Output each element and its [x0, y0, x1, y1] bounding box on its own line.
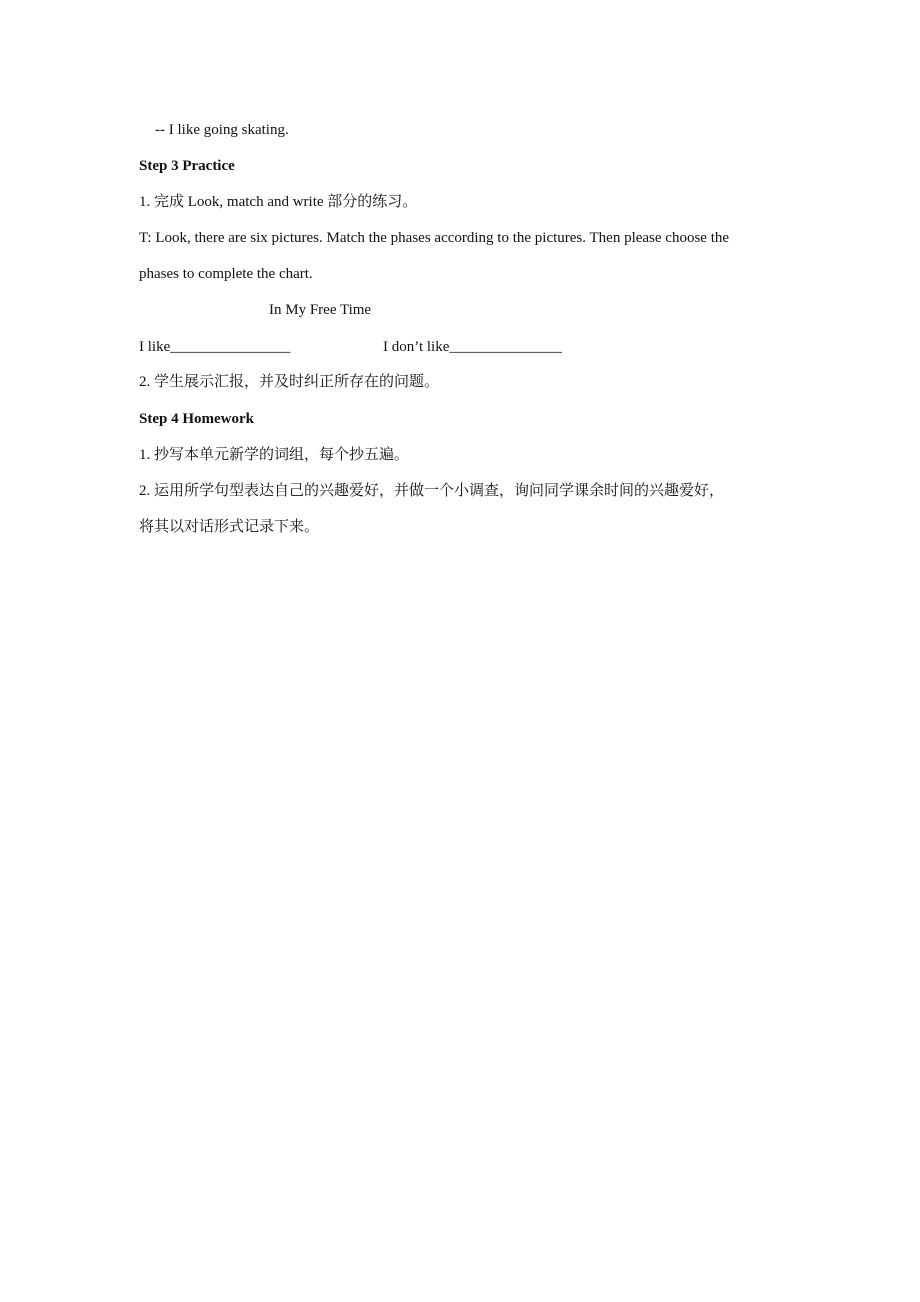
step3-item-2: 2. 学生展示汇报，并及时纠正所存在的问题。	[139, 374, 440, 390]
chart-like-blank: I like________________	[139, 339, 291, 355]
step3-item-1: 1. 完成 Look, match and write 部分的练习。	[139, 194, 418, 210]
teacher-instruction-line-1: T: Look, there are six pictures. Match the phases according to the pictures. Then please choose the	[139, 230, 730, 246]
teacher-instruction-line-2: phases to complete the chart.	[139, 266, 313, 282]
step3-heading: Step 3 Practice	[139, 158, 235, 174]
dialogue-answer: -- I like going skating.	[155, 122, 289, 138]
chart-title: In My Free Time	[269, 302, 372, 318]
step4-item-2-line-2: 将其以对话形式记录下来。	[139, 519, 320, 535]
chart-dislike-blank: I don’t like_______________	[383, 339, 562, 355]
step4-item-1: 1. 抄写本单元新学的词组，每个抄五遍。	[139, 447, 410, 463]
step4-item-2-line-1: 2. 运用所学句型表达自己的兴趣爱好，并做一个小调查，询问同学课余时间的兴趣爱好，	[139, 483, 725, 499]
step4-heading: Step 4 Homework	[139, 411, 254, 427]
